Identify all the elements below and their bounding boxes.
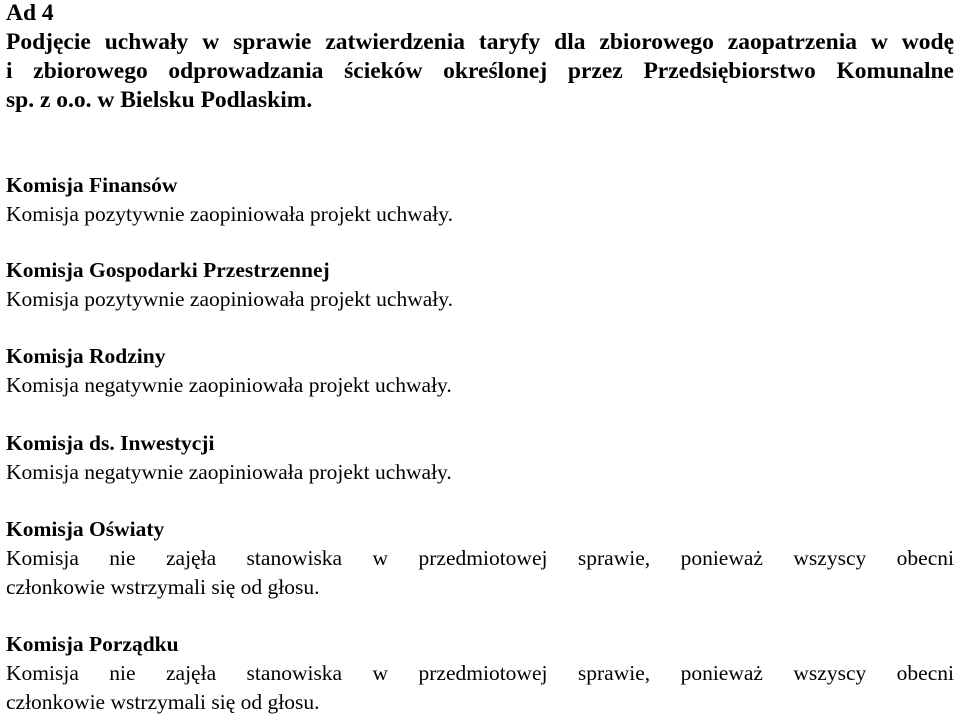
committee-name: Komisja Finansów — [6, 173, 178, 197]
committee-opinion-line-2: członkowie wstrzymali się od głosu. — [6, 575, 320, 599]
committee-opinion-line-1: Komisja nie zajęła stanowiska w przedmiotowej sprawie, ponieważ wszyscy obecni — [6, 546, 954, 570]
title-line-1: Podjęcie uchwały w sprawie zatwierdzenia taryfy dla zbiorowego zaopatrzenia w wodę — [6, 29, 954, 55]
committee-name: Komisja ds. Inwestycji — [6, 431, 215, 455]
committee-name: Komisja Gospodarki Przestrzennej — [6, 258, 330, 282]
committee-opinion: Komisja pozytywnie zaopiniowała projekt uchwały. — [6, 202, 453, 226]
committee-opinion-line-2: członkowie wstrzymali się od głosu. — [6, 690, 320, 714]
committee-name: Komisja Oświaty — [6, 517, 165, 541]
committee-section-order — [6, 630, 954, 717]
committee-name: Komisja Rodziny — [6, 344, 166, 368]
agenda-item-label: Ad 4 — [6, 0, 54, 26]
committee-section-education — [6, 515, 954, 602]
committee-section-family — [6, 342, 954, 400]
committee-opinion: Komisja negatywnie zaopiniowała projekt uchwały. — [6, 460, 452, 484]
title-line-2: i zbiorowego odprowadzania ścieków określonej przez Przedsiębiorstwo Komunalne — [6, 58, 954, 84]
committee-opinion-line-1: Komisja nie zajęła stanowiska w przedmiotowej sprawie, ponieważ wszyscy obecni — [6, 661, 954, 685]
committee-name: Komisja Porządku — [6, 632, 179, 656]
committee-section-investment — [6, 429, 954, 487]
committee-opinion: Komisja negatywnie zaopiniowała projekt uchwały. — [6, 373, 452, 397]
committee-opinion: Komisja pozytywnie zaopiniowała projekt uchwały. — [6, 287, 453, 311]
committee-section-spatial — [6, 256, 954, 314]
agenda-header — [6, 0, 954, 115]
committee-section-finance — [6, 171, 954, 229]
title-line-3: sp. z o.o. w Bielsku Podlaskim. — [6, 87, 313, 113]
agenda-item-title — [6, 28, 954, 115]
